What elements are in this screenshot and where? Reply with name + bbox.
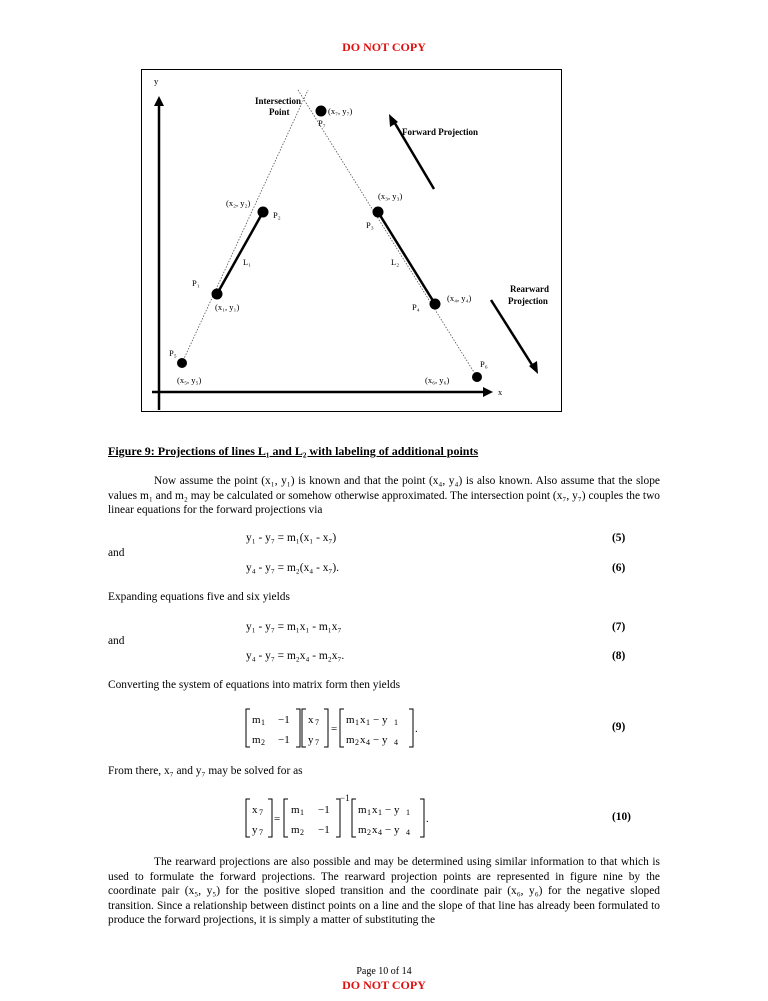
x-axis-label: x (498, 387, 503, 397)
inv-neg1-b: −1 (318, 824, 330, 836)
figure-9 (141, 69, 562, 412)
paragraph-1: Now assume the point (x₁, y₁) is known and that the point (x₄, y₄) is also known. Also assume that the slope values m₁ and m₂ may be calculated or somehow otherwise approximated. The intersection point (x₇, y₇) couples the two linear equations for the forward projections via (108, 475, 660, 517)
lhs-x7-sub: 7 (259, 808, 263, 817)
page-number: Page 10 of 14 (356, 966, 412, 977)
figure-diagram (142, 70, 562, 412)
equation-5: y₁ - y₇ = m₁(x₁ - x₇) (246, 532, 337, 544)
lhs-y7: y (252, 824, 258, 836)
y-axis-label: y (154, 76, 159, 86)
inv-m1-sub: 1 (300, 808, 304, 817)
and-text-2: and (108, 635, 125, 647)
inv-m2: m (291, 824, 300, 836)
equation-8: y₄ - y₇ = m₂x₄ - m₂x₇. (246, 650, 345, 662)
p2-label: P₂ (273, 210, 281, 220)
rhs-r2-m: m (346, 734, 355, 746)
forward-projection-label: Forward Projection (402, 127, 479, 137)
equation-7-number: (7) (612, 621, 626, 633)
point-p2 (258, 207, 269, 218)
p6-coord: (x₆, y₆) (425, 375, 450, 385)
point-p4 (430, 299, 441, 310)
l2-label: L₂ (391, 257, 400, 267)
p6-label: P₆ (480, 359, 488, 369)
rhs10-r1-y-sub: 1 (406, 808, 410, 817)
rhs-r2-y-sub: 4 (394, 738, 398, 747)
equation-5-number: (5) (612, 532, 626, 544)
rhs10-r1-y: − y (385, 804, 400, 816)
intersection-label-2: Point (269, 107, 290, 117)
lhs-x7: x (252, 804, 258, 816)
x-axis-arrow-icon (483, 387, 493, 397)
line-l2 (378, 212, 435, 304)
rhs10-r1-x: x (372, 804, 378, 816)
rhs10-r1-m: m (358, 804, 367, 816)
p1-coord: (x₁, y₁) (215, 302, 240, 312)
from-there-text: From there, x₇ and y₇ may be solved for as (108, 765, 303, 777)
equals-sign-10: = (274, 813, 281, 825)
point-p1 (212, 289, 223, 300)
matrix-neg1-a: −1 (278, 714, 290, 726)
l1-label: L₁ (243, 257, 252, 267)
rhs-r1-m: m (346, 714, 355, 726)
intersection-label: Intersection (255, 96, 301, 106)
equation-8-number: (8) (612, 650, 626, 662)
rhs10-r2-m-sub: 2 (367, 828, 371, 837)
equation-10-number: (10) (612, 811, 631, 823)
matrix-m1: m (252, 714, 261, 726)
equation-7: y₁ - y₇ = m₁x₁ - m₁x₇ (246, 621, 342, 633)
rhs-r1-y: − y (373, 714, 388, 726)
rhs10-r1-x-sub: 1 (378, 808, 382, 817)
vector-x7-sub: 7 (315, 718, 319, 727)
rhs10-r2-y: − y (385, 824, 400, 836)
rearward-label: Rearward (510, 284, 549, 294)
p7-coord: (x₇, y₇) (328, 106, 353, 116)
watermark-top: DO NOT COPY (342, 40, 426, 54)
inv-neg1-a: −1 (318, 804, 330, 816)
equals-sign: = (331, 723, 338, 735)
rhs-r2-m-sub: 2 (355, 738, 359, 747)
point-p6 (472, 372, 482, 382)
p7-label: P₇ (318, 118, 326, 128)
rhs-r1-x: x (360, 714, 366, 726)
rhs-r1-y-sub: 1 (394, 718, 398, 727)
equation-6-number: (6) (612, 562, 626, 574)
vector-y7: y (308, 734, 314, 746)
equation-6: y₄ - y₇ = m₂(x₄ - x₇). (246, 562, 340, 574)
matrix-neg1-b: −1 (278, 734, 290, 746)
rhs-r2-x-sub: 4 (366, 738, 370, 747)
watermark-bottom: DO NOT COPY (342, 978, 426, 992)
figure-caption: Figure 9: Projections of lines L₁ and L₂ with labeling of additional points (108, 444, 479, 458)
rhs10-r2-x: x (372, 824, 378, 836)
rhs10-r2-m: m (358, 824, 367, 836)
vector-x7: x (308, 714, 314, 726)
y-axis-arrow-icon (154, 96, 164, 106)
equation-10 (244, 794, 444, 840)
converting-text: Converting the system of equations into matrix form then yields (108, 679, 400, 691)
matrix-period: . (415, 723, 418, 735)
expanding-text: Expanding equations five and six yields (108, 591, 290, 603)
and-text-1: and (108, 547, 125, 559)
p4-coord: (x₄, y₄) (447, 293, 472, 303)
paragraph-2: The rearward projections are also possible and may be determined using similar information to that which is used to formulate the forward projections. The rearward projection points are represented in figure nine by the coordinate pair (x₅, y₅) for the positive sloped transition and the coordinate pair (x₆, y₆) for the negative sloped transition. Since a relationship between distinct points on a line and the slope of that line has already been formulated to produce the forward projections, it is simply a matter of substituting the (108, 856, 660, 927)
rearward-arrow (491, 300, 534, 368)
p3-coord: (x₃, y₃) (378, 191, 403, 201)
rhs10-r2-x-sub: 4 (378, 828, 382, 837)
projection-line-left (182, 90, 308, 363)
rhs-r1-m-sub: 1 (355, 718, 359, 727)
inv-m1: m (291, 804, 300, 816)
point-p3 (373, 207, 384, 218)
rearward-label-2: Projection (508, 296, 548, 306)
inverse-exponent: −1 (340, 794, 350, 803)
p3-label: P₃ (366, 220, 374, 230)
p2-coord: (x₂, y₂) (226, 198, 251, 208)
vector-y7-sub: 7 (315, 738, 319, 747)
matrix-m2: m (252, 734, 261, 746)
rhs-r2-x: x (360, 734, 366, 746)
point-p5 (177, 358, 187, 368)
p4-label: P₄ (412, 302, 420, 312)
lhs-y7-sub: 7 (259, 828, 263, 837)
matrix-m2-sub: 2 (261, 738, 265, 747)
equation-9-number: (9) (612, 721, 626, 733)
p5-label: P₅ (169, 348, 177, 358)
rhs10-r2-y-sub: 4 (406, 828, 410, 837)
inv-m2-sub: 2 (300, 828, 304, 837)
rhs10-r1-m-sub: 1 (367, 808, 371, 817)
point-p7 (316, 106, 327, 117)
p5-coord: (x₅, y₅) (177, 375, 202, 385)
matrix-m1-sub: 1 (261, 718, 265, 727)
matrix10-period: . (426, 813, 429, 825)
equation-9 (244, 706, 434, 750)
rhs-r1-x-sub: 1 (366, 718, 370, 727)
rhs-r2-y: − y (373, 734, 388, 746)
line-l1 (217, 212, 263, 294)
p1-label: P₁ (192, 278, 200, 288)
